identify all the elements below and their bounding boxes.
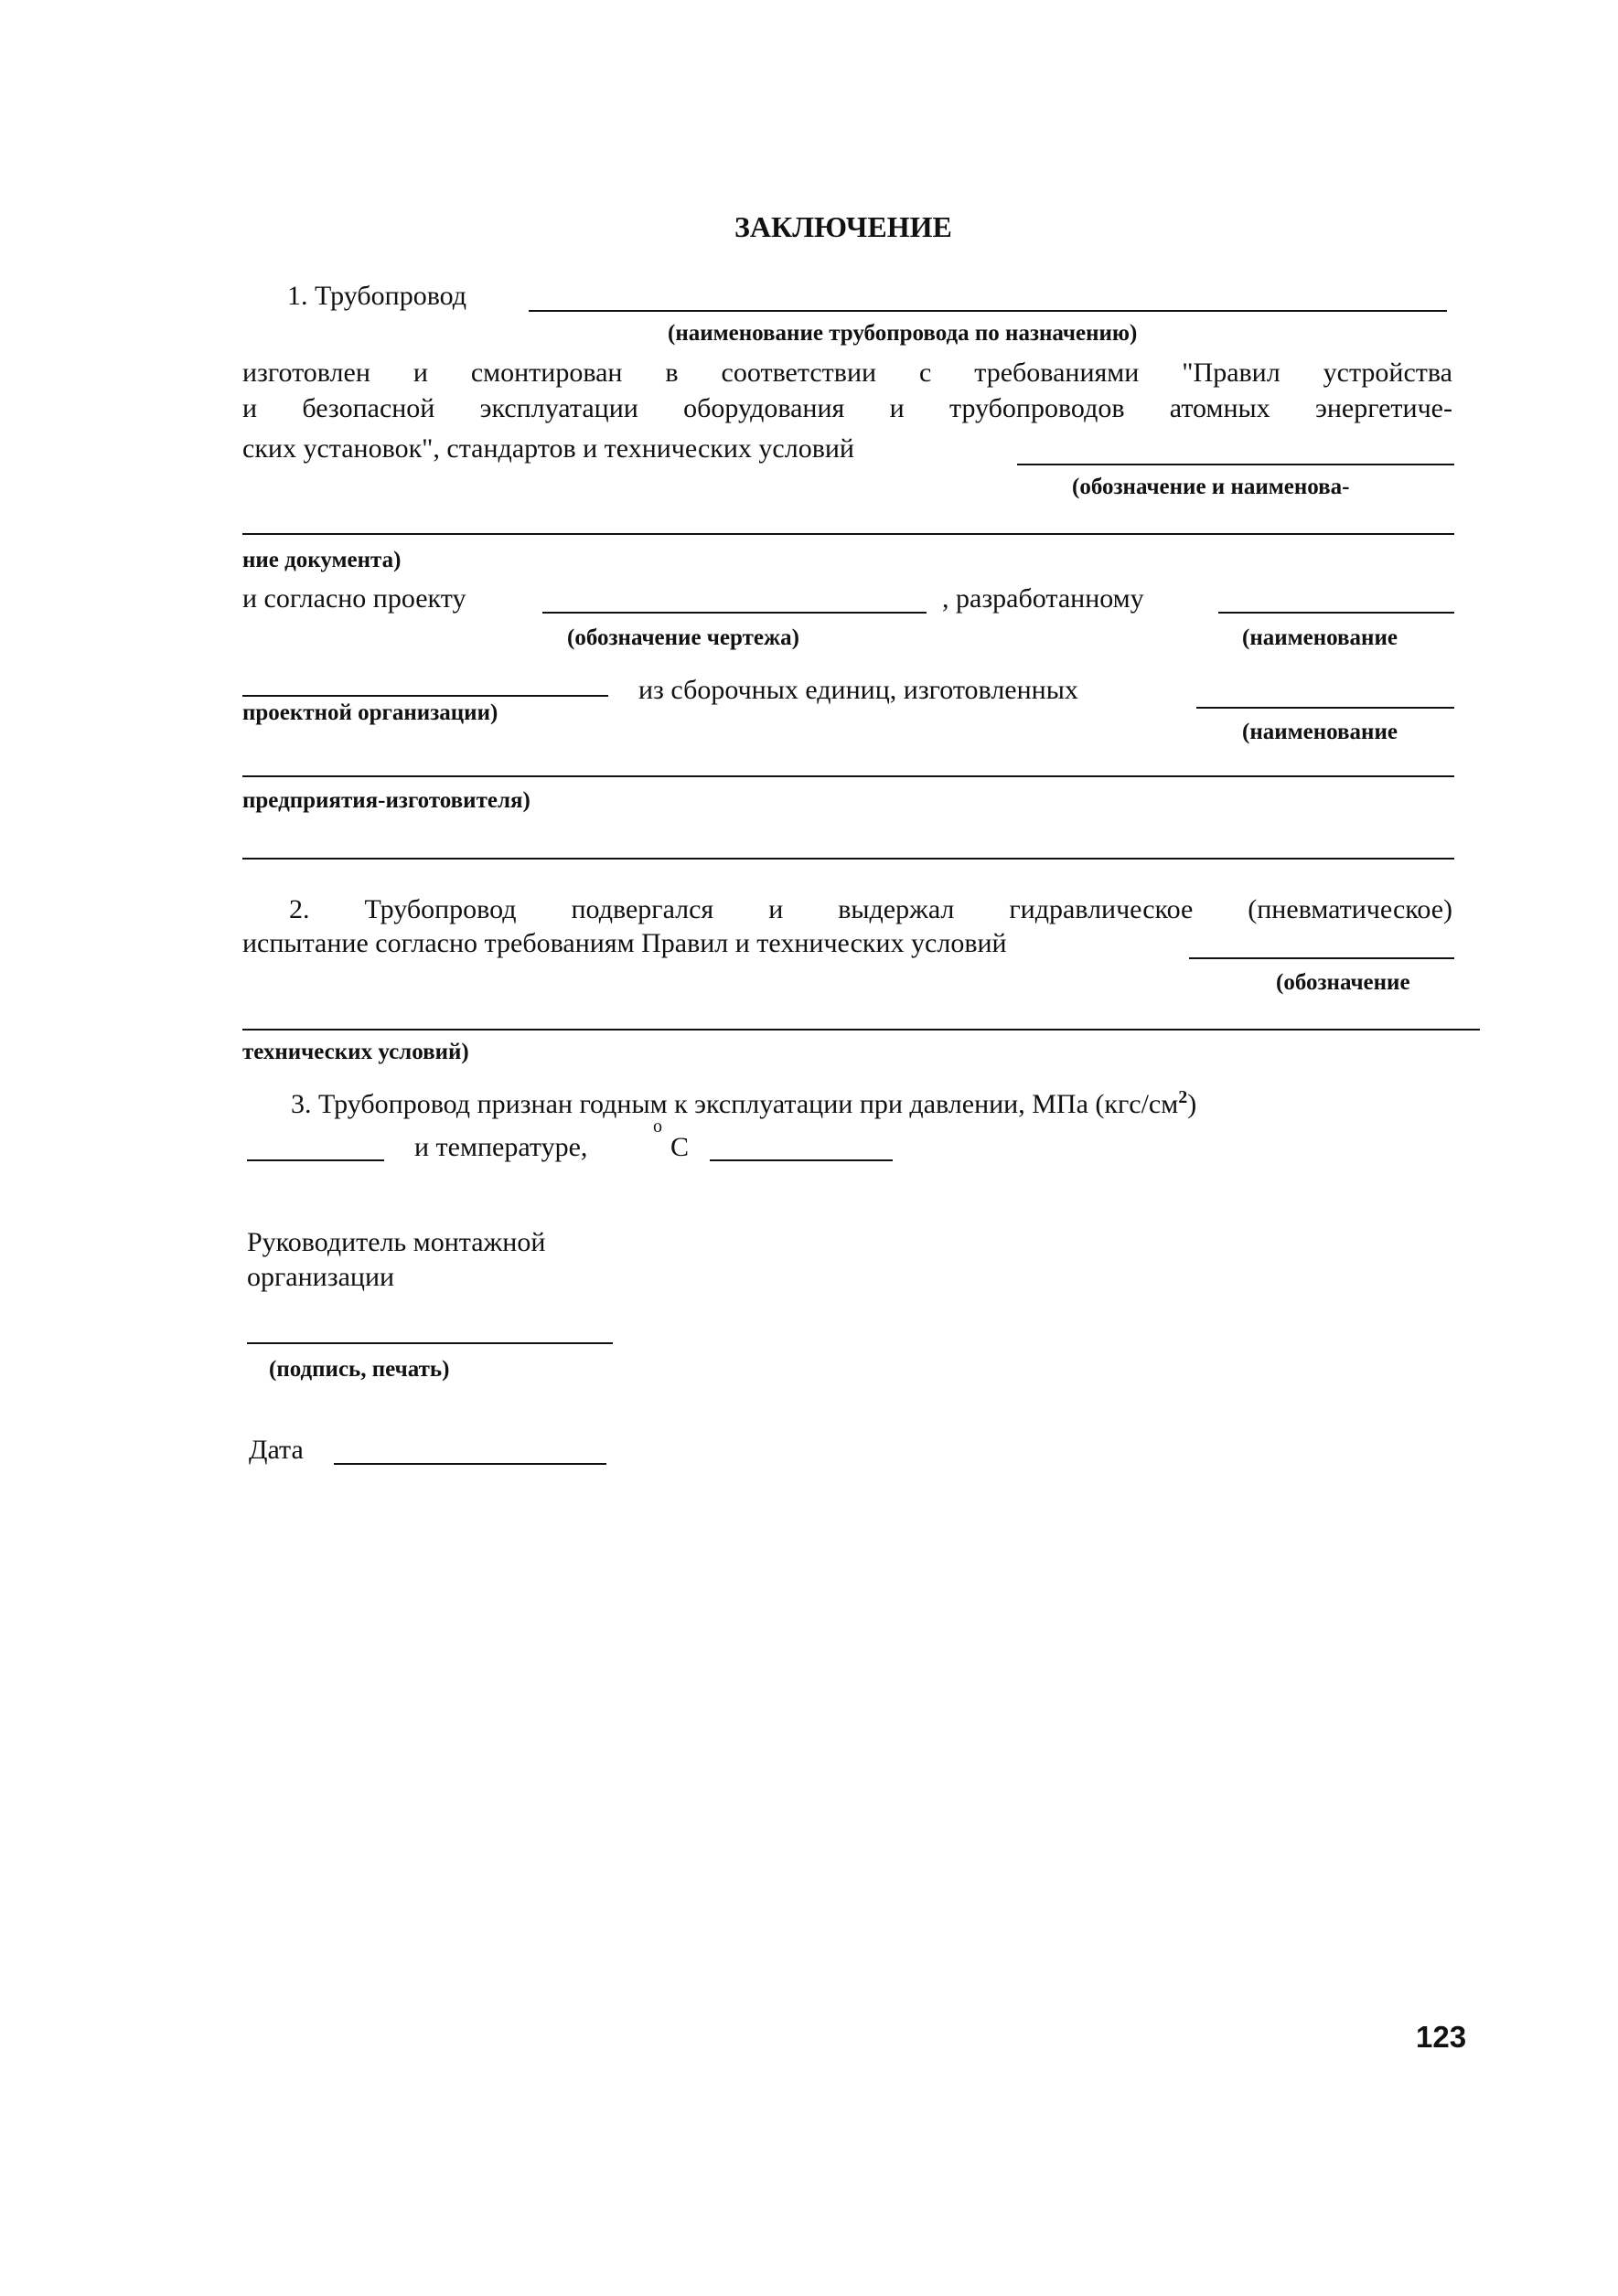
- pipeline-name-field[interactable]: [529, 310, 1447, 312]
- document-field[interactable]: [242, 533, 1454, 535]
- celsius-label: С: [670, 1132, 690, 1162]
- standards-field[interactable]: [1017, 464, 1454, 465]
- date-label: Дата: [249, 1435, 304, 1465]
- page-number: 123: [1416, 2020, 1467, 2054]
- hint-doc-b: ние документа): [242, 548, 402, 572]
- sign-hint: (подпись, печать): [269, 1357, 450, 1382]
- section3-line1: [291, 1088, 1196, 1118]
- test-conditions-field[interactable]: [1189, 957, 1454, 959]
- developer-field[interactable]: [1218, 612, 1454, 614]
- hint-drawing: (обозначение чертежа): [567, 625, 799, 650]
- hint-pipeline-purpose: (наименование трубопровода по назначению): [668, 321, 1138, 346]
- manufacturer-field-b[interactable]: [242, 775, 1454, 777]
- manufacturer-field-a[interactable]: [1196, 707, 1454, 709]
- assembly-label: из сборочных единиц, изготовленных: [638, 675, 1078, 705]
- design-org-field[interactable]: [242, 695, 608, 697]
- section1-line3: ских установок", стандартов и технических условий: [242, 433, 854, 464]
- hint-design-org: проектной организации): [242, 700, 498, 725]
- document-title: ЗАКЛЮЧЕНИЕ: [734, 210, 952, 243]
- section3-superscript: 2: [1178, 1087, 1188, 1107]
- pressure-field[interactable]: [247, 1159, 384, 1161]
- manufacturer-field-c[interactable]: [242, 858, 1454, 860]
- hint-designation: (обозначение: [1276, 970, 1410, 995]
- hint-manufacturer: предприятия-изготовителя): [242, 788, 530, 813]
- project-drawing-field[interactable]: [542, 612, 927, 614]
- developed-label: , разработанному: [942, 583, 1144, 614]
- hint-name1: (наименование: [1242, 625, 1398, 650]
- hint-name2: (наименование: [1242, 720, 1398, 744]
- date-field[interactable]: [334, 1463, 606, 1465]
- section3-text: 3. Трубопровод признан годным к эксплуатации при давлении, МПа (кгс/см: [291, 1089, 1179, 1119]
- hint-tech-conditions: технических условий): [242, 1040, 469, 1064]
- section3-paren: ): [1187, 1089, 1197, 1119]
- tech-conditions-field[interactable]: [242, 1029, 1480, 1031]
- section2-line2: испытание согласно требованиям Правил и технических условий: [242, 928, 1007, 958]
- project-label: и согласно проекту: [242, 583, 466, 614]
- degree-symbol: o: [653, 1116, 662, 1137]
- temp-label: и температуре,: [414, 1132, 588, 1162]
- section2-line1: 2. Трубопровод подвергался и выдержал гидравлическое (пневматическое): [289, 894, 1452, 924]
- signature-field[interactable]: [247, 1342, 613, 1344]
- head-label-line2: организации: [247, 1262, 395, 1292]
- hint-doc-a: (обозначение и наименова-: [1072, 475, 1350, 499]
- section1-line1: изготовлен и смонтирован в соответствии с требованиями "Правил устройства: [242, 358, 1452, 388]
- temperature-field[interactable]: [710, 1159, 893, 1161]
- section1-label: 1. Трубопровод: [287, 281, 467, 311]
- head-label-line1: Руководитель монтажной: [247, 1227, 546, 1257]
- section1-line2: и безопасной эксплуатации оборудования и трубопроводов атомных энергетиче-: [242, 393, 1452, 423]
